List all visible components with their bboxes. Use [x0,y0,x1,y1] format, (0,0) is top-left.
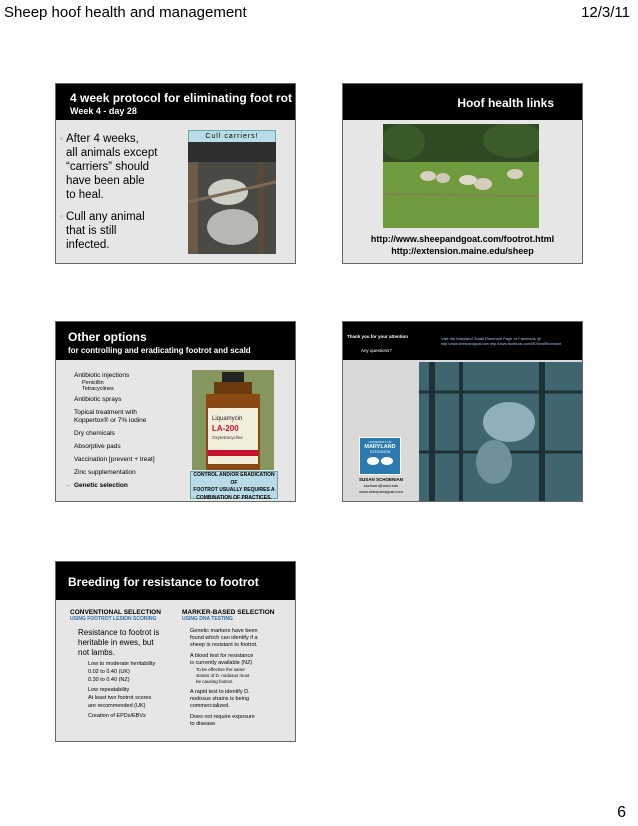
note-line: be causing footrot. [196,679,234,684]
bullet-line: infected. [66,239,110,251]
col1-heading: CONVENTIONAL SELECTION [70,609,161,616]
contact-name: SUSAN SCHOENIAN [358,477,403,482]
option-item: Dry chemicals [74,430,115,437]
bullet-line: that is still [66,225,117,237]
col2-heading: MARKER-BASED SELECTION [182,609,275,616]
option-subitem: Penicillin [82,380,104,386]
bullet-marker: ◦ [60,134,63,143]
slide-title-bar [56,322,295,360]
options-caption [190,471,278,499]
bullet-line: have been able [66,175,145,187]
subitem-line: At least two footrot scores [88,695,152,701]
sheep-pasture-photo [383,124,539,228]
option-subitem: Tetracyclines [82,386,114,392]
item-line: commercialized. [190,703,230,709]
caption-line: FOOTROT USUALLY REQUIRES A [193,487,275,493]
col2-items [182,628,294,728]
bottle-brand: Liquamycin [212,416,243,422]
antibiotic-bottle-photo [192,370,274,470]
option-item-cont: Koppertox® or 7% iodine [74,417,147,424]
photo-caption: Cull carriers! [188,130,276,143]
option-item: Topical treatment with [74,409,137,416]
slide-title: 4 week protocol for eliminating foot rot [70,91,293,105]
bottle-note: Oxytetracycline [212,435,243,440]
option-item: Antibiotic sprays [74,396,122,403]
item-line: Does not require exposure [190,714,255,720]
subitem-line: 0.30 to 0.40 (NZ) [88,677,130,683]
col1-bullet [70,628,178,658]
bottle-product: LA-200 [212,424,239,433]
slide-thank-you [342,321,583,502]
slide-title-bar [343,322,582,360]
slide-title: Other options [68,330,147,344]
logo-top: UNIVERSITY OF [368,440,392,444]
slide-title: Hoof health links [457,96,554,110]
item-line: nodosus strains is being [190,696,250,702]
subitem-line: Low to moderate heritability [88,661,156,667]
sheep-photo [188,142,276,254]
questions-text: Any questions? [361,348,392,353]
caption-line: COMBINATION OF PRACTICES. [196,494,272,501]
bullet-line: Cull any animal [66,211,145,223]
item-line: Genetic markers have been [190,628,258,634]
subitem-line: Creation of EPDs/EBVs [88,713,146,719]
slide-title: Breeding for resistance to footrot [68,575,259,589]
subitem-line: 0.02 to 0.40 (UK) [88,669,130,675]
option-item: Vaccination [prevent + treat] [74,456,155,463]
note-line: To be effective the same [196,667,245,672]
slide-breeding [55,561,296,742]
option-item-label: Genetic selection [74,482,128,489]
sheep-in-chute-image [188,142,276,254]
extension-logo [359,437,401,475]
bullet-line: not lambs. [78,648,115,657]
page-number: 6 [617,804,626,821]
item-line: is currently available (NZ) [190,660,253,666]
bullet-line: After 4 weeks, [66,133,139,145]
bullet-line: Resistance to footrot is [78,628,160,637]
slide-other-options [55,321,296,502]
option-item-highlight [64,482,192,490]
sheep-chute-photo [419,362,582,502]
caption-line: CONTROL AND/OR ERADICATION OF [193,472,275,486]
visit-text: Visit the Maryland Small Ruminant Page or Facebook @ [441,336,542,341]
item-line: found which can identify if a [190,635,258,641]
item-line: A rapid test to identify D. [190,689,250,695]
slide-title-bar [56,562,295,600]
thank-you-text: Thank you for your attention [347,334,409,339]
item-line: to disease. [190,721,217,727]
bullet-marker: ◦ [60,212,63,221]
contact-site[interactable]: www.sheepandgoat.com [359,489,403,494]
pasture-image [383,124,539,228]
slide-title-bar [343,84,582,120]
contact-email[interactable]: sschoen@umd.edu [363,483,399,488]
option-item: Zinc supplementation [74,469,136,476]
bullet-list [60,132,158,252]
col2-subheading: USING DNA TESTING [182,616,233,622]
sheep-goat-icon [360,454,400,468]
col2 [182,609,294,728]
visit-links[interactable]: http://www.sheepandgoat.com http://www.facebook.com/MDSmallRuminant [441,342,562,346]
col1 [70,609,178,720]
slide-title-bar [56,84,295,120]
col1-subitems [70,660,178,720]
chute-image [419,362,582,502]
option-item: Antibiotic injections [74,372,130,379]
link-maine-extension[interactable]: http://extension.maine.edu/sheep [391,246,534,256]
bullet-line: heritable in ewes, but [78,638,154,647]
logo-name: MARYLAND [364,444,396,450]
slide-subtitle: Week 4 - day 28 [70,106,137,116]
page-header-date: 12/3/11 [581,4,630,21]
note-line: strains of D. nodosus must [196,673,250,678]
bullet-line: “carriers” should [66,161,150,173]
link-footrot[interactable]: http://www.sheepandgoat.com/footrot.html [370,234,555,244]
slide-links [342,83,583,264]
col1-subheading: USING FOOTROT LESION SCORING [70,616,157,622]
bullet-line: all animals except [66,147,158,159]
subitem-line: Low repeatability [88,687,130,693]
arrow-icon: → [64,482,71,489]
item-line: A blood test for resistance [190,653,254,659]
subitem-line: are recommended (UK) [88,703,146,709]
page-header-title: Sheep hoof health and management [4,4,247,21]
slide-subtitle: for controlling and eradicating footrot and scald [68,346,251,355]
item-line: sheep is resistant to footrot. [190,642,258,648]
logo-sub: EXTENSION [369,450,391,454]
bullet-line: to heal. [66,189,104,201]
slide-protocol [55,83,296,264]
options-list [64,372,192,490]
option-item: Absorptive pads [74,443,121,450]
